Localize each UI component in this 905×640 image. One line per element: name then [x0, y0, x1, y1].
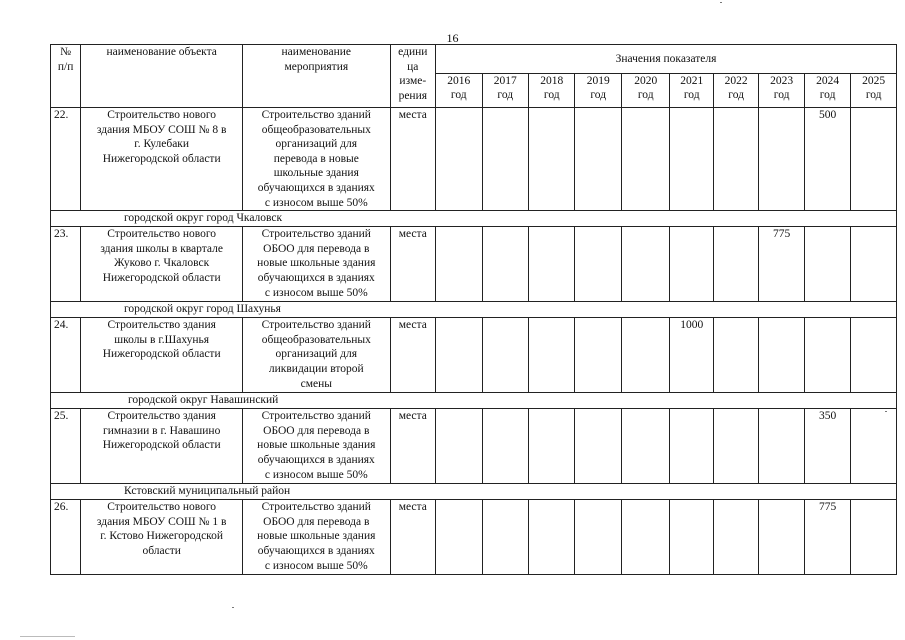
value-cell — [670, 409, 713, 484]
row-number: 24. — [51, 318, 81, 393]
row-number: 26. — [51, 500, 81, 575]
value-cell — [575, 500, 621, 575]
value-cell — [482, 108, 528, 211]
region-row — [51, 211, 897, 227]
table-row — [51, 108, 897, 211]
header-year: 2025 год — [851, 74, 897, 108]
measure-name-cell: Строительство зданий ОБОО для перевода в новые школьные здания обучающихся в зданиях с износом выше 50% — [243, 500, 391, 575]
value-cell — [804, 227, 850, 302]
value-cell — [759, 318, 804, 393]
value-cell — [670, 108, 713, 211]
value-cell — [436, 108, 482, 211]
value-cell — [436, 318, 482, 393]
value-cell — [436, 227, 482, 302]
object-name-cell: Строительство нового здания МБОУ СОШ № 1 в г. Кстово Нижегородской области — [81, 500, 243, 575]
page-number: 16 — [446, 31, 459, 45]
region-row — [51, 302, 897, 318]
region-row — [51, 484, 897, 500]
value-cell: 350 — [804, 409, 850, 484]
region-row — [51, 393, 897, 409]
unit-cell: места — [390, 409, 435, 484]
scan-speck — [720, 2, 722, 3]
value-cell — [529, 108, 575, 211]
scan-edge-line — [20, 636, 75, 637]
value-cell — [482, 409, 528, 484]
indicators-table — [50, 44, 897, 575]
header-year: 2021 год — [670, 74, 713, 108]
value-cell: 500 — [804, 108, 850, 211]
unit-cell: места — [390, 227, 435, 302]
value-cell — [759, 108, 804, 211]
value-cell — [713, 409, 758, 484]
value-cell — [621, 227, 670, 302]
header-row — [51, 45, 897, 74]
value-cell — [621, 318, 670, 393]
value-cell — [575, 409, 621, 484]
value-cell — [621, 409, 670, 484]
header-year: 2020 год — [621, 74, 670, 108]
table-row — [51, 500, 897, 575]
measure-name-cell: Строительство зданий общеобразовательных организаций для ликвидации второй смены — [243, 318, 391, 393]
value-cell — [851, 409, 897, 484]
value-cell — [575, 318, 621, 393]
value-cell — [529, 318, 575, 393]
region-label: городской округ город Шахунья — [51, 302, 897, 318]
region-label: Кстовский муниципальный район — [51, 484, 897, 500]
unit-cell: места — [390, 318, 435, 393]
value-cell: 1000 — [670, 318, 713, 393]
header-year: 2024 год — [804, 74, 850, 108]
measure-name-cell: Строительство зданий общеобразовательных организаций для перевода в новые школьные здания обучающихся в зданиях с износом выше 50% — [243, 108, 391, 211]
value-cell — [621, 500, 670, 575]
value-cell — [436, 409, 482, 484]
value-cell — [851, 227, 897, 302]
value-cell — [670, 227, 713, 302]
header-year: 2019 год — [575, 74, 621, 108]
value-cell — [482, 500, 528, 575]
value-cell — [804, 318, 850, 393]
object-name-cell: Строительство здания гимназии в г. Навашино Нижегородской области — [81, 409, 243, 484]
scan-speck — [885, 411, 887, 412]
object-name-cell: Строительство нового здания МБОУ СОШ № 8 в г. Кулебаки Нижегородской области — [81, 108, 243, 211]
table-row — [51, 227, 897, 302]
value-cell — [529, 409, 575, 484]
table-row — [51, 409, 897, 484]
value-cell — [575, 227, 621, 302]
value-cell: 775 — [759, 227, 804, 302]
value-cell — [670, 500, 713, 575]
header-num: № п/п — [51, 45, 81, 108]
value-cell — [759, 409, 804, 484]
header-year: 2023 год — [759, 74, 804, 108]
value-cell — [713, 500, 758, 575]
header-unit: едини ца изме- рения — [390, 45, 435, 108]
scan-speck — [232, 607, 234, 608]
value-cell — [759, 500, 804, 575]
object-name-cell: Строительство нового здания школы в квартале Жуково г. Чкаловск Нижегородской области — [81, 227, 243, 302]
header-values-group: Значения показателя — [436, 45, 897, 74]
header-year: 2016 год — [436, 74, 482, 108]
row-number: 23. — [51, 227, 81, 302]
header-object-name: наименование объекта — [81, 45, 243, 108]
value-cell — [713, 227, 758, 302]
object-name-cell: Строительство здания школы в г.Шахунья Нижегородской области — [81, 318, 243, 393]
value-cell — [575, 108, 621, 211]
header-year: 2017 год — [482, 74, 528, 108]
measure-name-cell: Строительство зданий ОБОО для перевода в новые школьные здания обучающихся в зданиях с износом выше 50% — [243, 409, 391, 484]
region-label: городской округ город Чкаловск — [51, 211, 897, 227]
header-measure-name: наименование мероприятия — [243, 45, 391, 108]
value-cell — [851, 108, 897, 211]
header-year: 2022 год — [713, 74, 758, 108]
value-cell — [851, 318, 897, 393]
unit-cell: места — [390, 500, 435, 575]
value-cell — [621, 108, 670, 211]
value-cell — [851, 500, 897, 575]
measure-name-cell: Строительство зданий ОБОО для перевода в новые школьные здания обучающихся в зданиях с износом выше 50% — [243, 227, 391, 302]
unit-cell: места — [390, 108, 435, 211]
row-number: 22. — [51, 108, 81, 211]
value-cell — [482, 318, 528, 393]
row-number: 25. — [51, 409, 81, 484]
value-cell — [529, 500, 575, 575]
value-cell: 775 — [804, 500, 850, 575]
header-year: 2018 год — [529, 74, 575, 108]
value-cell — [436, 500, 482, 575]
value-cell — [713, 318, 758, 393]
value-cell — [713, 108, 758, 211]
table-row — [51, 318, 897, 393]
region-label: городской округ Навашинский — [51, 393, 897, 409]
value-cell — [482, 227, 528, 302]
value-cell — [529, 227, 575, 302]
